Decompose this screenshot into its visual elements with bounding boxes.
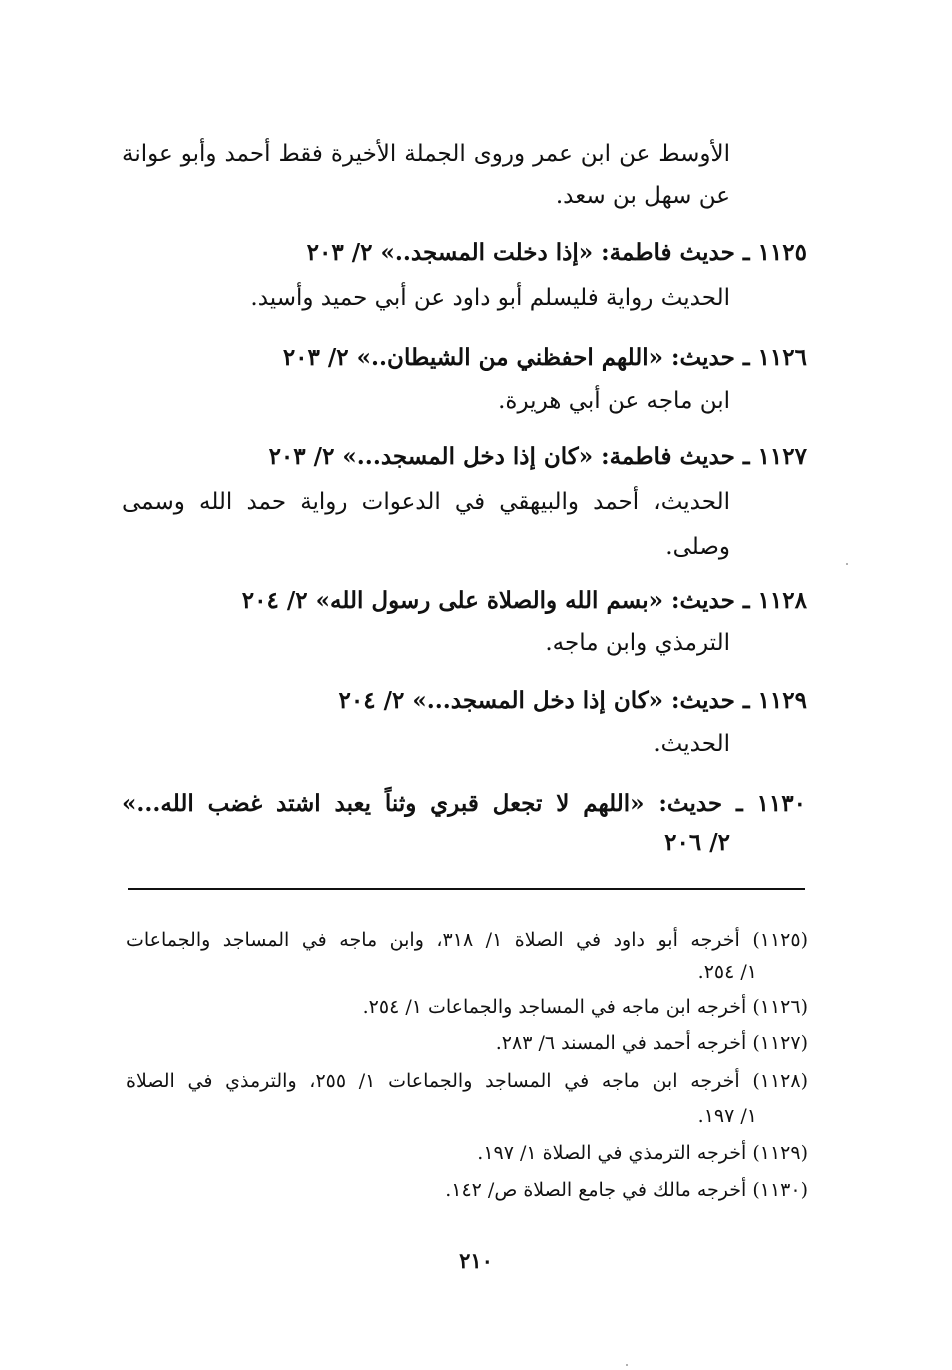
page-number: ٢١٠ <box>459 1248 493 1273</box>
scan-speck <box>846 563 848 565</box>
entry-heading-1125: ١١٢٥ ـ حديث فاطمة: «إذا دخلت المسجد..» ٢/ ٢٠٣ <box>306 239 807 266</box>
entry-heading-1126: ١١٢٦ ـ حديث: «اللهم احفظني من الشيطان..» ٢/ ٢٠٣ <box>282 344 807 371</box>
entry-text-1127-line1: الحديث، أحمد والبيهقي في الدعوات رواية حمد الله وسمى <box>122 489 730 515</box>
entry-heading-1129: ١١٢٩ ـ حديث: «كان إذا دخل المسجد...» ٢/ ٢٠٤ <box>338 687 807 714</box>
entry-text-1128: الترمذي وابن ماجه. <box>545 630 730 656</box>
footnote-1126: (١١٢٦) أخرجه ابن ماجه في المساجد والجماعات ١/ ٢٥٤. <box>362 996 808 1018</box>
scan-speck <box>626 1364 628 1366</box>
entry-text-1126: ابن ماجه عن أبي هريرة. <box>498 388 730 414</box>
entry-text-1125: الحديث رواية فليسلم أبو داود عن أبي حميد وأسيد. <box>250 285 730 311</box>
entry-text-1127-line2: وصلى. <box>665 534 730 560</box>
entry-text-1129: الحديث. <box>653 731 730 757</box>
footnote-1128-line2: ١/ ١٩٧. <box>697 1105 757 1127</box>
entry-heading-1127: ١١٢٧ ـ حديث فاطمة: «كان إذا دخل المسجد...» ٢/ ٢٠٣ <box>268 443 807 470</box>
intro-line-1: الأوسط عن ابن عمر وروى الجملة الأخيرة فقط أحمد وأبو عوانة <box>122 141 731 167</box>
entry-heading-1130: ١١٣٠ ـ حديث: «اللهم لا تجعل قبري وثناً يعبد اشتد غضب الله...» <box>122 790 806 817</box>
footnote-1129: (١١٢٩) أخرجه الترمذي في الصلاة ١/ ١٩٧. <box>477 1142 808 1164</box>
footnote-1128-line1: (١١٢٨) أخرجه ابن ماجه في المساجد والجماعات ١/ ٢٥٥، والترمذي في الصلاة <box>126 1070 808 1092</box>
footnote-1125-line2: ١/ ٢٥٤. <box>697 961 757 983</box>
entry-text-1130: ٢/ ٢٠٦ <box>664 829 730 856</box>
footnote-separator <box>128 888 805 890</box>
entry-heading-1128: ١١٢٨ ـ حديث: «بسم الله والصلاة على رسول الله» ٢/ ٢٠٤ <box>241 587 807 614</box>
intro-line-2: عن سهل بن سعد. <box>555 183 730 209</box>
footnote-1125-line1: (١١٢٥) أخرجه أبو داود في الصلاة ١/ ٣١٨، وابن ماجه في المساجد والجماعات <box>126 929 808 951</box>
footnote-1130: (١١٣٠) أخرجه مالك في جامع الصلاة ص/ ١٤٢. <box>445 1179 808 1201</box>
footnote-1127: (١١٢٧) أخرجه أحمد في المسند ٦/ ٢٨٣. <box>495 1032 808 1054</box>
